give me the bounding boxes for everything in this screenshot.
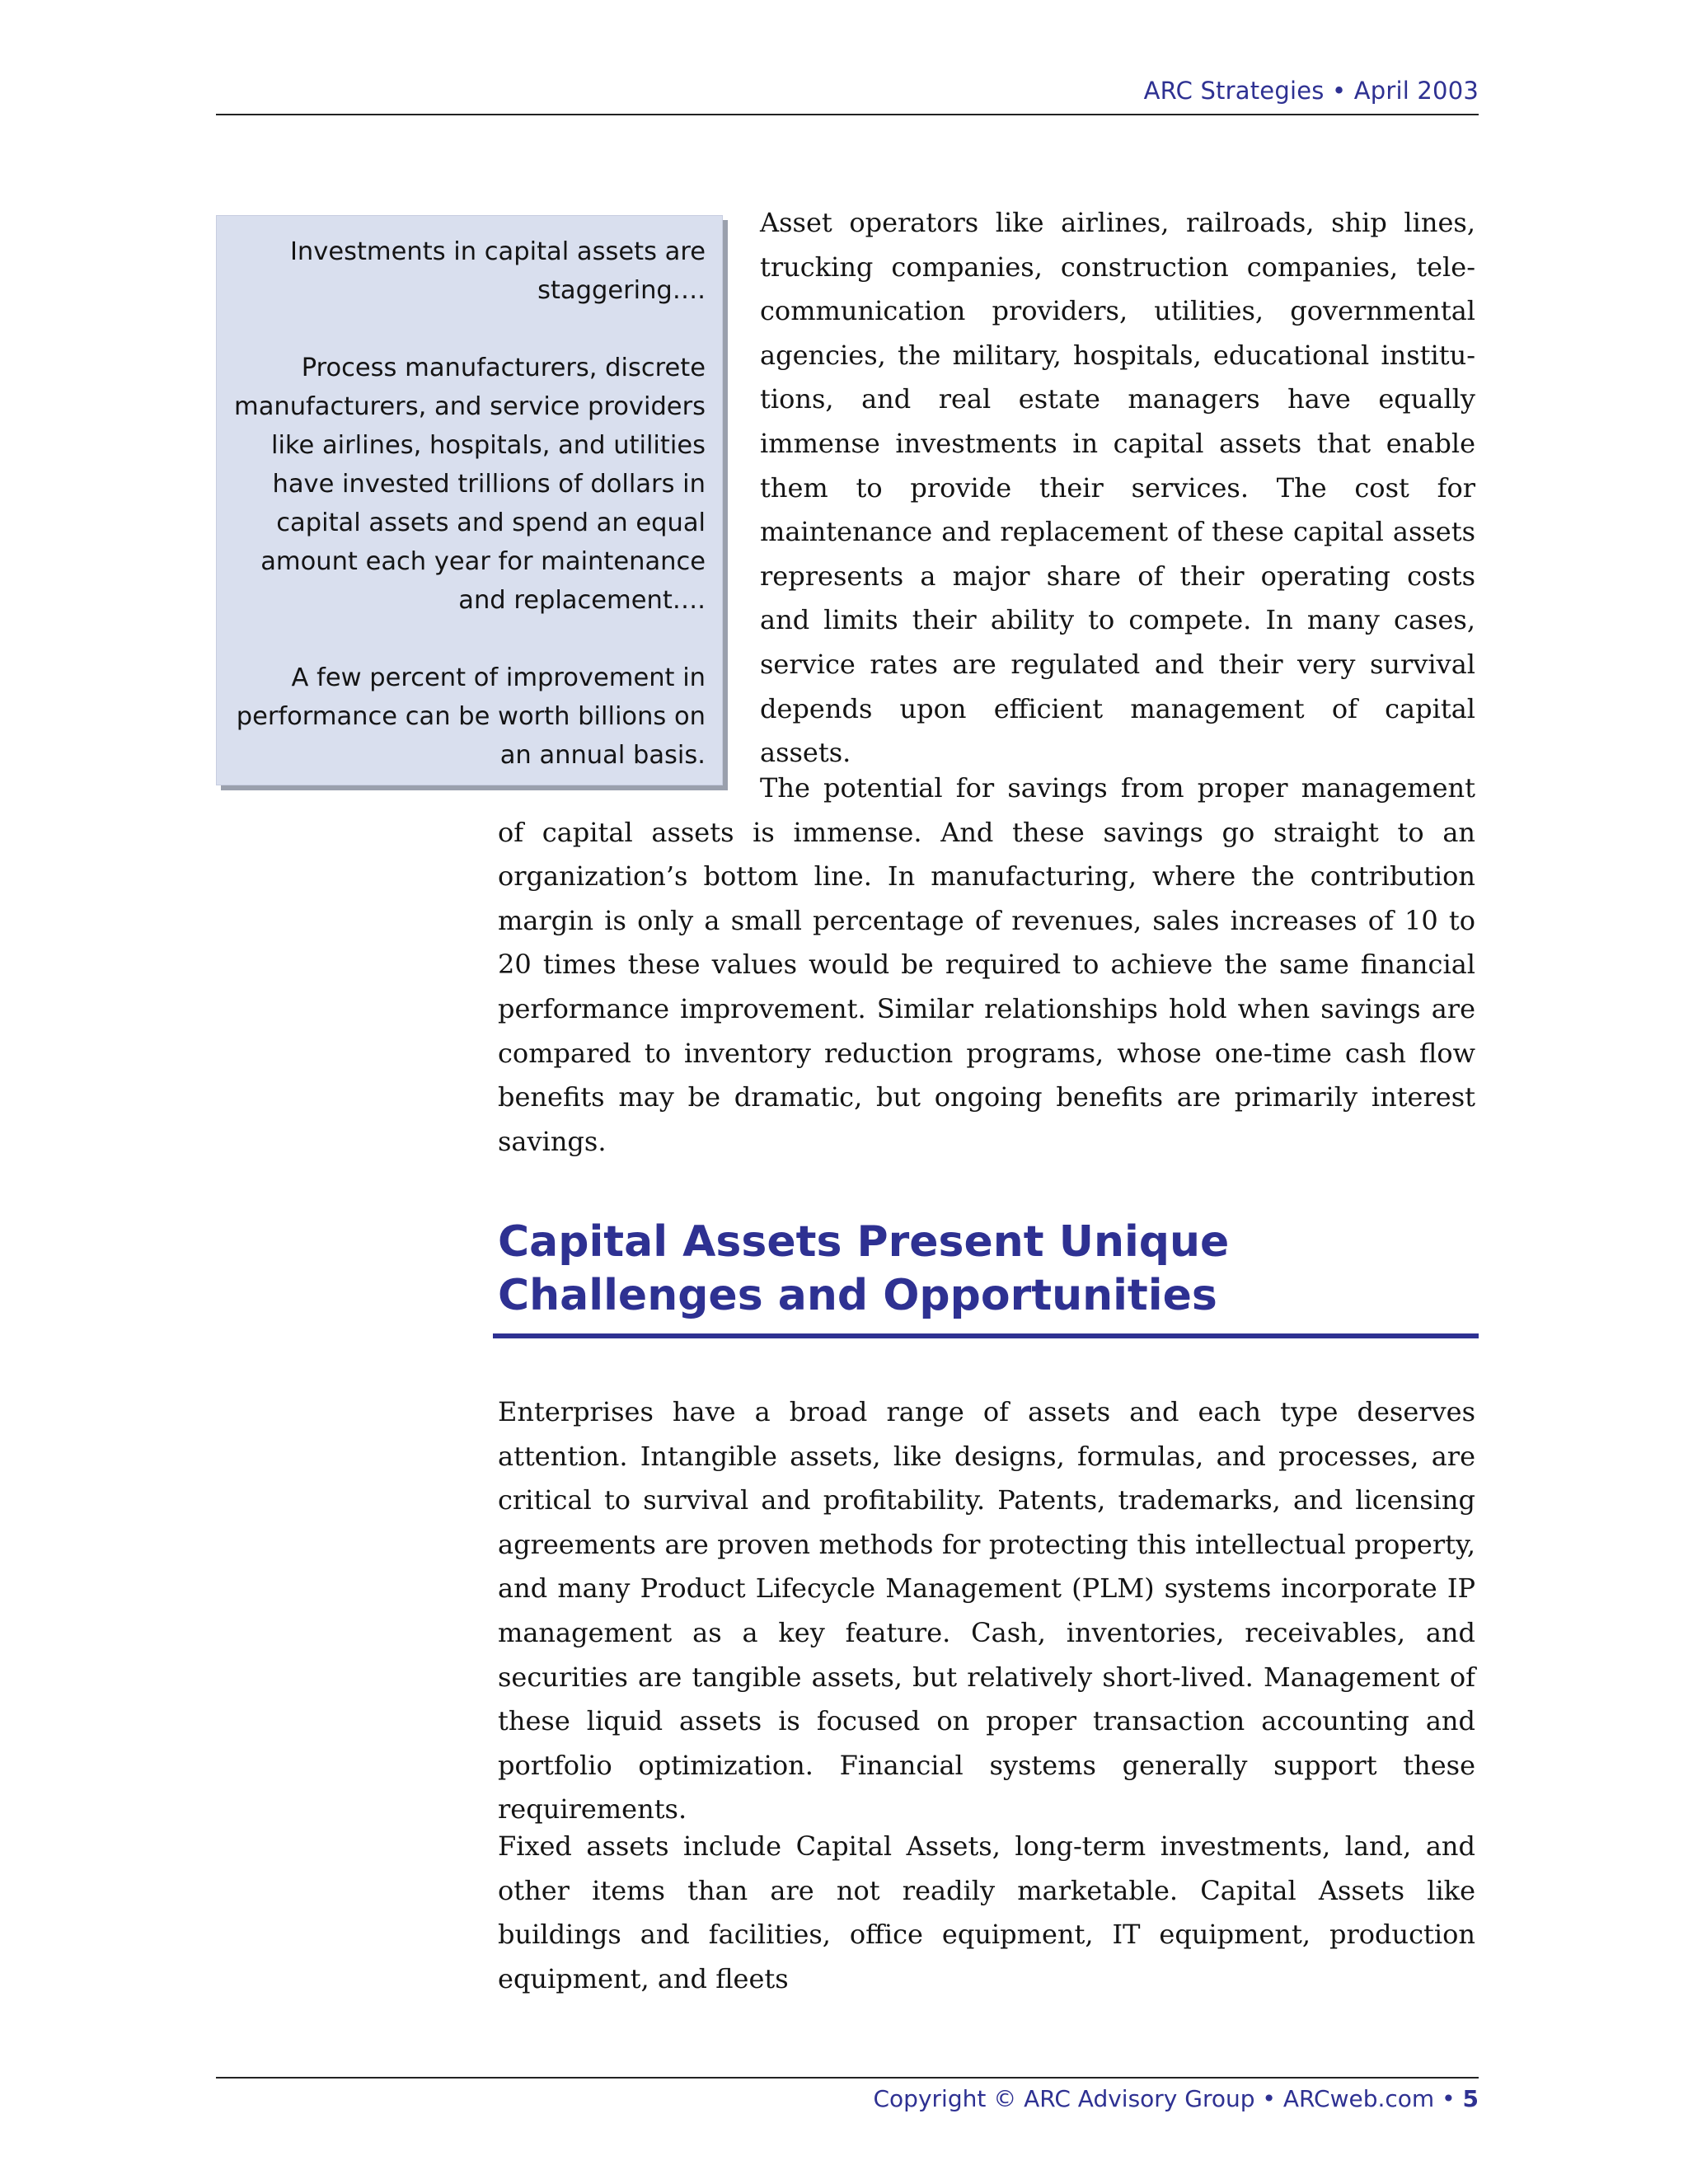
footer-copyright: Copyright © ARC Advisory Group • ARCweb.com • (873, 2085, 1463, 2112)
page-footer (216, 2085, 1479, 2112)
section-heading-rule (493, 1333, 1479, 1338)
body-paragraph-fixed-assets: Fixed assets include Capital Assets, long-term investments, land, and other items than are not readily marketable. Capital Assets like buildings and facilities, office equipment, IT equipment, production equipment, and fleets (498, 1830, 1475, 1994)
sidebar-paragraph: A few percent of improvement in performance can be worth billions on an annual basis. (236, 663, 706, 770)
sidebar-paragraph: Investments in capital assets are staggering…. (289, 237, 706, 305)
sidebar-paragraph: Process manufacturers, discrete manufacturers, and service providers like airlines, hospitals, and utilities have invested trillions of dollars in capital assets and spend an equal amount each year for maintenance and replacement…. (234, 354, 706, 615)
header-rule (216, 114, 1479, 115)
section-heading: Capital Assets Present Unique Challenges and Opportunities (498, 1217, 1230, 1320)
page-number: 5 (1462, 2085, 1479, 2112)
body-paragraph-enterprise-assets: Enterprises have a broad range of assets and each type deserves attention. Intangible assets, like designs, formulas, and processes, are critical to survival and profitability. Patents, trademarks, and licensing agreements are proven methods for protecting this intellectual property, and many Product Lifecycle Management (PLM) systems incorporate IP management as a key feature. Cash, inventories, receivables, and securities are tangible assets, but relatively short-lived. Management of these liquid assets is focused on proper transaction accounting and portfolio optimization. Financial systems generally support these requirements. (498, 1396, 1475, 1825)
body-paragraph-asset-operators: Asset operators like airlines, railroads, ship lines, trucking companies, construction companies, telecommunication providers, utilities, governmental agencies, the military, hospitals, educational institutions, and real estate managers have equally immense investments in capital assets that enable them to provide their services. The cost for maintenance and replacement of these capital assets represents a major share of their operating costs and limits their ability to compete. In many cases, service rates are regulated and their very survival depends upon efficient management of capital assets. (760, 207, 1475, 769)
footer-rule (216, 2077, 1479, 2079)
running-header: ARC Strategies • April 2003 (1143, 77, 1479, 105)
pull-quote-sidebar (216, 215, 723, 785)
body-paragraph-savings-potential: The potential for savings from proper management of capital assets is immense. And these savings go straight to an organization’s bottom line. In manufacturing, where the contribution margin is only a small percentage of revenues, sales increases of 10 to 20 times these values would be required to achieve the same financial performance improvement. Similar relationships hold when savings are compared to inventory reduction programs, whose one-time cash flow benefits may be dramatic, but ongoing benefits are primarily interest savings. (498, 772, 1475, 1157)
